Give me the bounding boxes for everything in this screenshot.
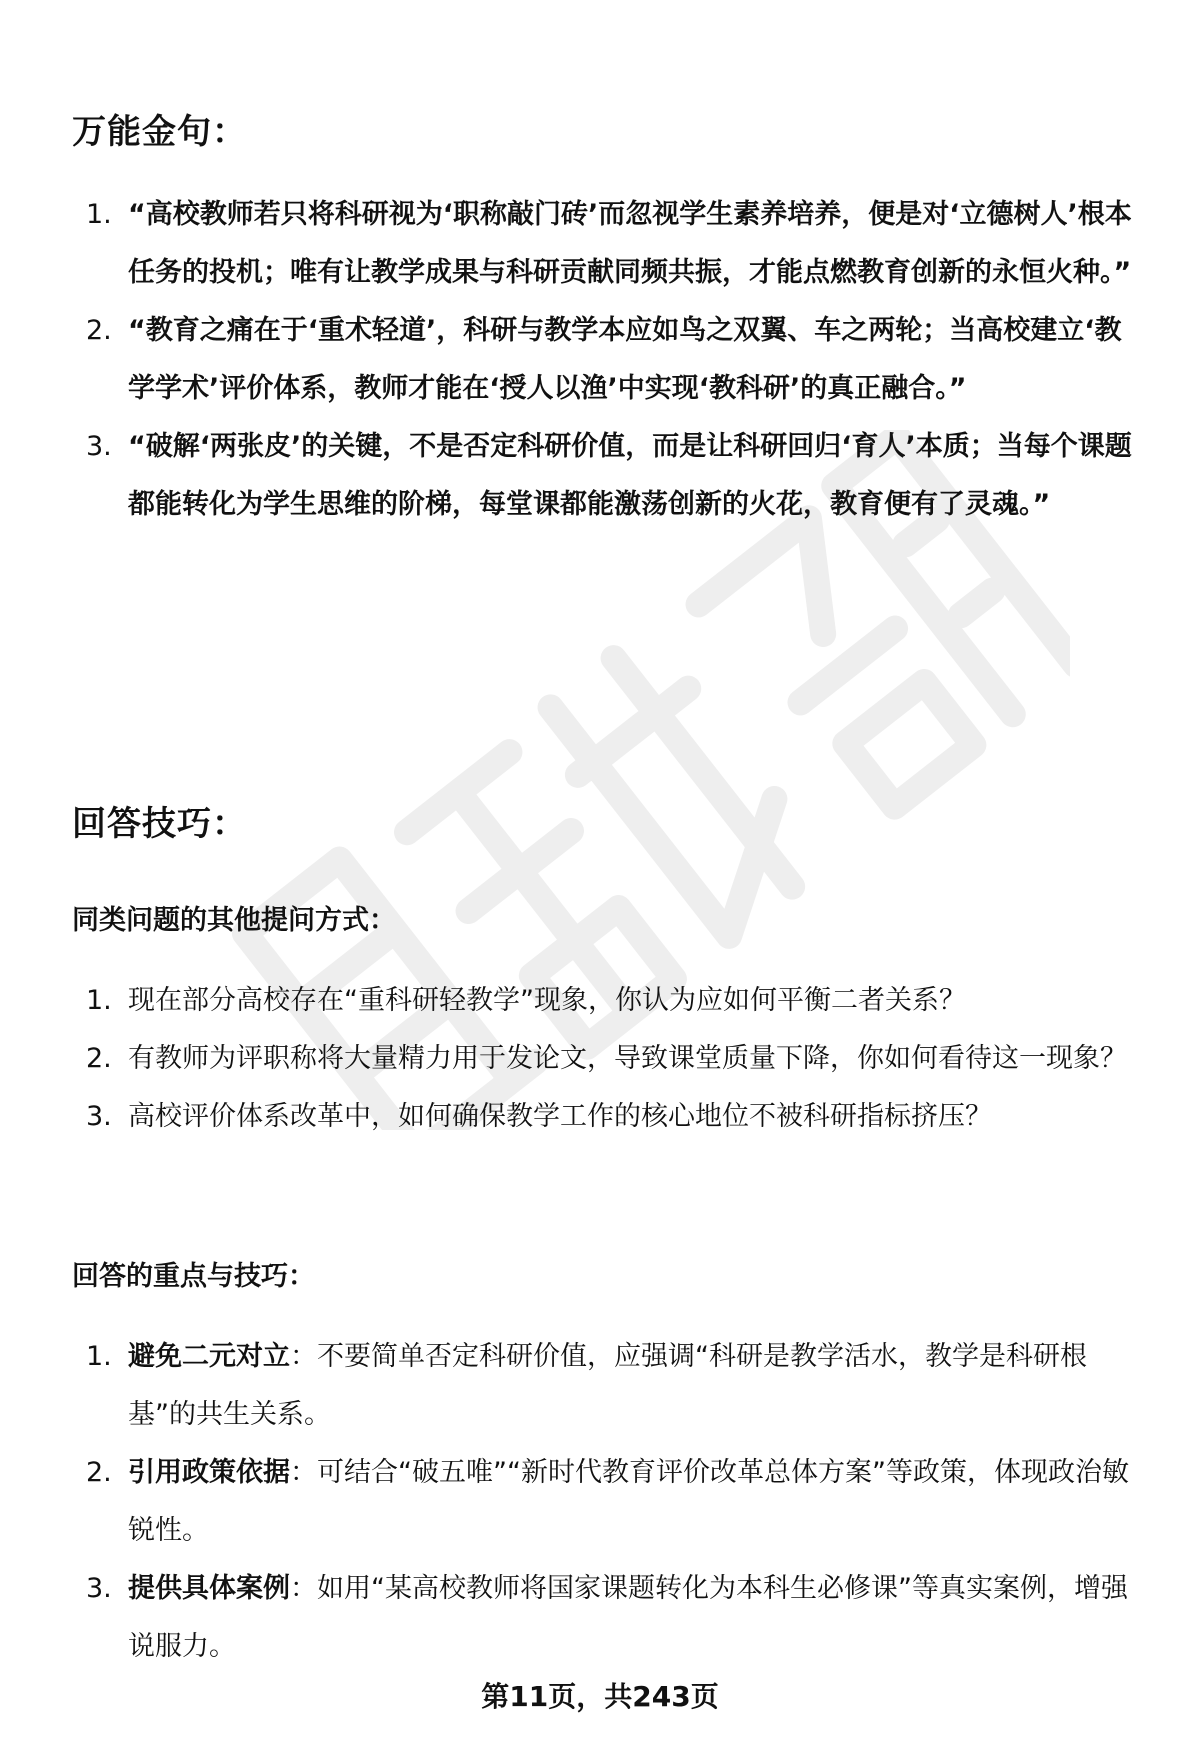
key-point-list	[0, 1328, 1200, 1676]
page-number-footer: 第11页，共243页	[481, 1680, 719, 1713]
list-item-number: 1.	[86, 1341, 112, 1372]
golden-sentence-list	[0, 186, 1200, 534]
list-item-number: 1.	[86, 985, 112, 1016]
subsection-title-key-points: 回答的重点与技巧：	[72, 1261, 315, 1292]
list-item-number: 1.	[86, 199, 112, 230]
list-item	[0, 1088, 1200, 1146]
list-item	[0, 1560, 1200, 1676]
list-item	[0, 972, 1200, 1030]
list-item-text: “教育之痛在于‘重术轻道’，科研与教学本应如鸟之双翼、车之两轮；当高校建立‘教学学术’评价体系，教师才能在‘授人以渔’中实现‘教科研’的真正融合。”	[128, 315, 1122, 404]
list-item-text: 高校评价体系改革中，如何确保教学工作的核心地位不被科研指标挤压？	[128, 1101, 992, 1132]
list-item-number: 3.	[86, 431, 112, 462]
similar-question-list	[0, 972, 1200, 1146]
list-item-term: 提供具体案例	[128, 1573, 290, 1604]
subsection-title-similar-questions: 同类问题的其他提问方式：	[72, 905, 396, 936]
section-title-answer-skills: 回答技巧：	[72, 804, 247, 844]
list-item	[0, 1328, 1200, 1444]
list-item-text: ：如用“某高校教师将国家课题转化为本科生必修课”等真实案例，增强说服力。	[128, 1573, 1128, 1662]
list-item	[0, 418, 1200, 534]
list-item-number: 2.	[86, 315, 112, 346]
list-item-text: ：可结合“破五唯”“新时代教育评价改革总体方案”等政策，体现政治敏锐性。	[128, 1457, 1129, 1546]
list-item	[0, 186, 1200, 302]
list-item-text: “高校教师若只将科研视为‘职称敲门砖’而忽视学生素养培养，便是对‘立德树人’根本任务的投机；唯有让教学成果与科研贡献同频共振，才能点燃教育创新的永恒火种。”	[128, 199, 1132, 288]
list-item-number: 2.	[86, 1043, 112, 1074]
list-item-term: 避免二元对立	[128, 1341, 290, 1372]
list-item	[0, 1030, 1200, 1088]
list-item-number: 3.	[86, 1573, 112, 1604]
section-title-golden-sentences: 万能金句：	[72, 112, 247, 152]
list-item-text: “破解‘两张皮’的关键，不是否定科研价值，而是让科研回归‘育人’本质；当每个课题都能转化为学生思维的阶梯，每堂课都能激荡创新的火花，教育便有了灵魂。”	[128, 431, 1132, 520]
list-item	[0, 302, 1200, 418]
list-item-number: 3.	[86, 1101, 112, 1132]
list-item-term: 引用政策依据	[128, 1457, 290, 1488]
list-item-text: 现在部分高校存在“重科研轻教学”现象，你认为应如何平衡二者关系？	[128, 985, 966, 1016]
list-item-number: 2.	[86, 1457, 112, 1488]
list-item-text: 有教师为评职称将大量精力用于发论文，导致课堂质量下降，你如何看待这一现象？	[128, 1043, 1127, 1074]
list-item-text: ：不要简单否定科研价值，应强调“科研是教学活水，教学是科研根基”的共生关系。	[128, 1341, 1087, 1430]
list-item	[0, 1444, 1200, 1560]
